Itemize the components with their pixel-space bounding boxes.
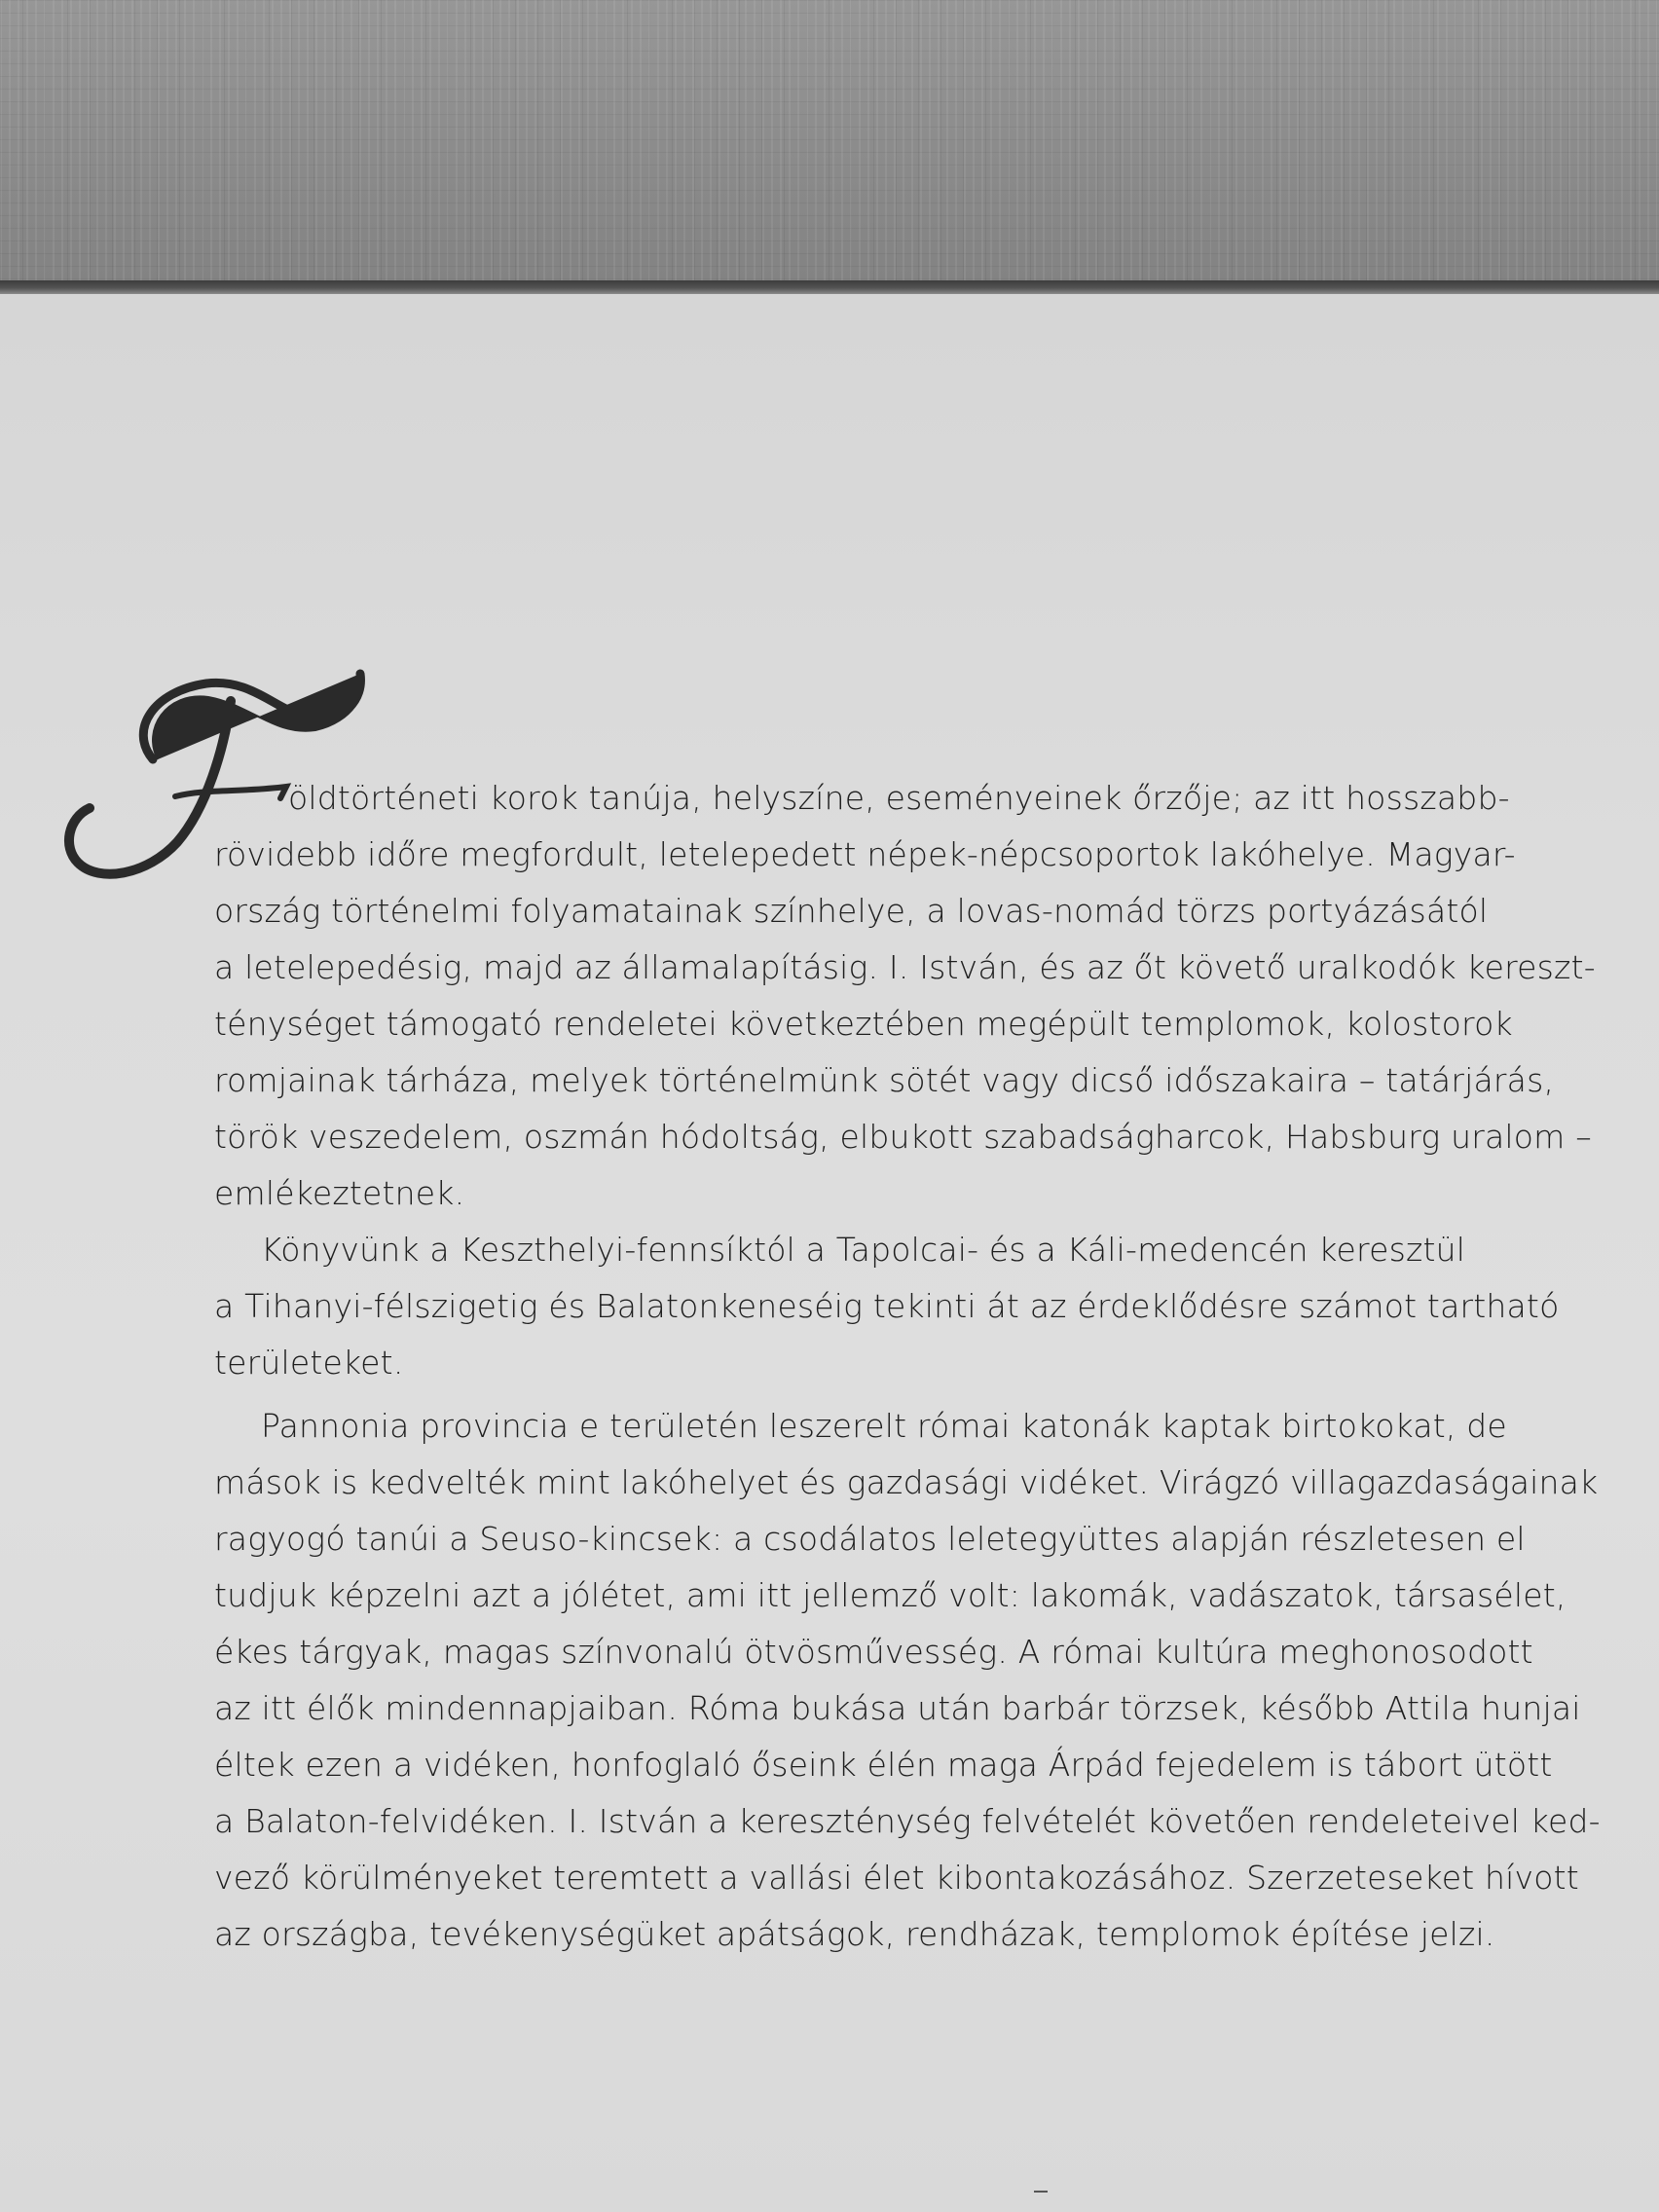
text-line: öldtörténeti korok tanúja, helyszíne, eseményeinek őrzője; az itt hosszabb-	[288, 779, 1510, 817]
text-line: ékes tárgyak, magas színvonalú ötvösművesség. A római kultúra meghonosodott	[214, 1633, 1533, 1671]
page-mark	[1034, 2191, 1048, 2193]
text-line: ország történelmi folyamatainak színhelye, a lovas-nomád törzs portyázásától	[214, 892, 1489, 930]
paragraph-2	[214, 1222, 1577, 1391]
text-line: Könyvünk a Keszthelyi-fennsíktól a Tapolcai- és a Káli-medencén keresztül	[261, 1231, 1466, 1269]
text-line: az itt élők mindennapjaiban. Róma bukása után barbár törzsek, később Attila hunjai	[214, 1689, 1581, 1727]
text-line: ténységet támogató rendeletei következtében megépült templomok, kolostorok	[214, 1005, 1513, 1043]
text-line: területeket.	[214, 1344, 404, 1382]
text-line: tudjuk képzelni azt a jólétet, ami itt jellemző volt: lakomák, vadászatok, társasélet,	[214, 1576, 1567, 1614]
text-line: rövidebb időre megfordult, letelepedett népek-népcsoportok lakóhelye. Magyar-	[214, 835, 1516, 873]
table-surface	[0, 0, 1659, 292]
text-line: a Balaton-felvidéken. I. István a kereszténység felvételét követően rendeleteivel ked-	[214, 1802, 1601, 1840]
text-line: Pannonia provincia e területén leszerelt római katonák kaptak birtokokat, de	[261, 1407, 1507, 1445]
text-line: a letelepedésig, majd az államalapításig. I. István, és az őt követő uralkodók kereszt-	[214, 948, 1596, 986]
paragraph-1	[214, 770, 1596, 1222]
text-line: török veszedelem, oszmán hódoltság, elbukott szabadságharcok, Habsburg uralom –	[214, 1118, 1592, 1156]
text-line: mások is kedvelték mint lakóhelyet és gazdasági vidéket. Virágzó villagazdaságainak	[214, 1463, 1599, 1501]
text-line: ragyogó tanúi a Seuso-kincsek: a csodálatos leletegyüttes alapján részletesen el	[214, 1520, 1526, 1558]
text-line: romjainak tárháza, melyek történelmünk sötét vagy dicső időszakaira – tatárjárás,	[214, 1061, 1555, 1099]
text-line: a Tihanyi-félszigetig és Balatonkeneséig tekinti át az érdeklődésre számot tartható	[214, 1287, 1560, 1325]
paragraph-3	[214, 1398, 1601, 1963]
text-line: éltek ezen a vidéken, honfoglaló őseink élén maga Árpád fejedelem is tábort ütött	[214, 1746, 1553, 1784]
text-line: vező körülményeket teremtett a vallási élet kibontakozásához. Szerzeteseket hívott	[214, 1859, 1579, 1897]
text-line: az országba, tevékenységüket apátságok, rendházak, templomok építése jelzi.	[214, 1915, 1495, 1953]
text-line: emlékeztetnek.	[214, 1174, 465, 1212]
